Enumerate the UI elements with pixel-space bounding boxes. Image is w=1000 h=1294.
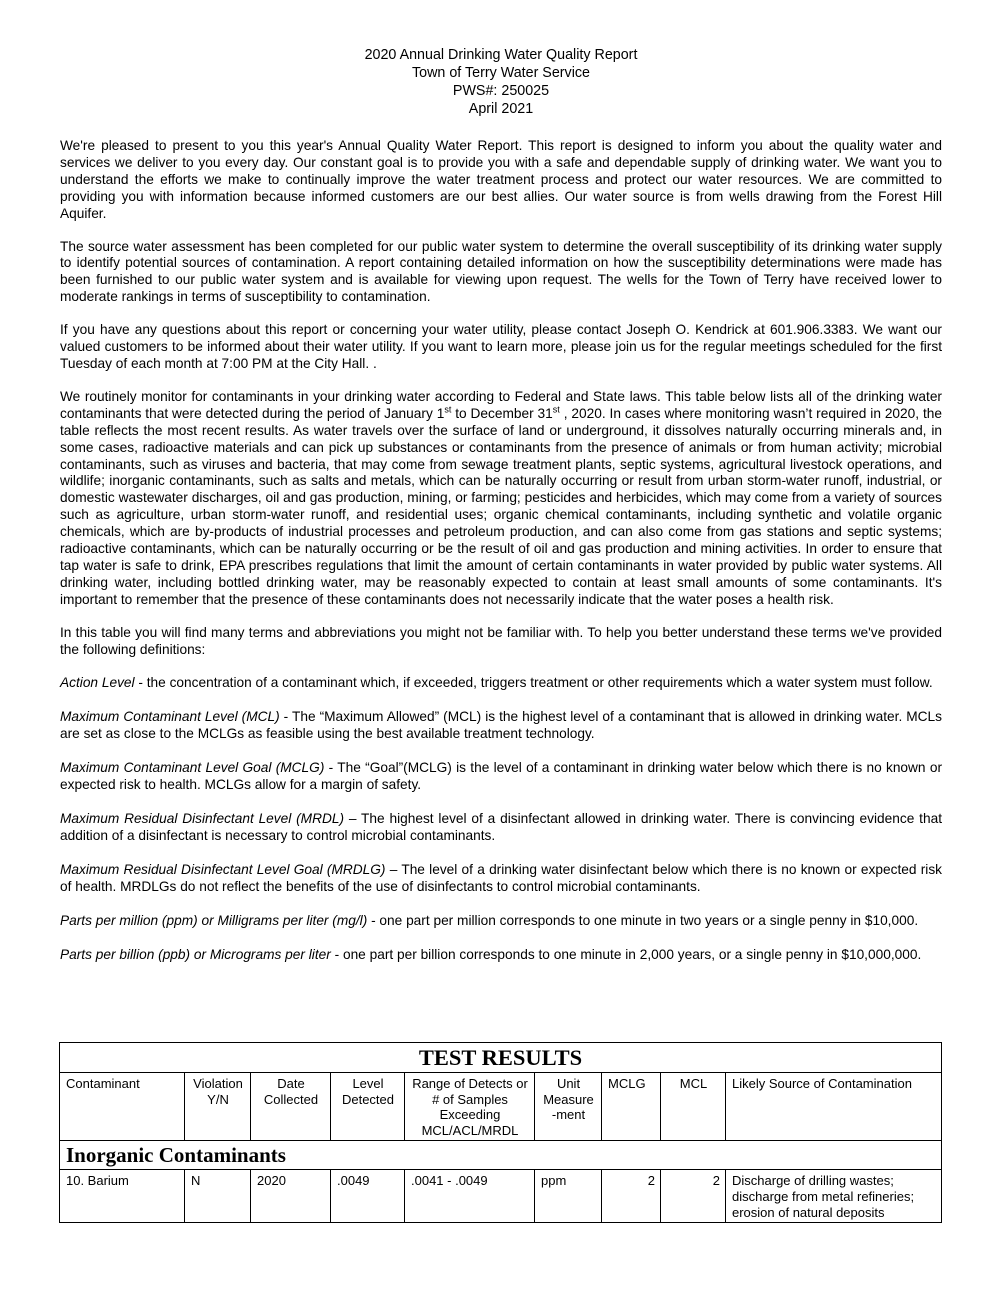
cell-date: 2020 — [251, 1170, 331, 1223]
pws-number: PWS#: 250025 — [452, 83, 550, 99]
monitoring-paragraph: We routinely monitor for contaminants in your drinking water according to Federal and State laws. This table below lists all of the drinking water contaminants that were detected during the period of January 1st to December 31st , 2020. In cases where monitoring wasn’t required in 2020, the table reflects the most recent results. As water travels over the surface of land or underground, it dissolves naturally occurring minerals and, in some cases, radioactive materials and can pick up substances or contaminants from the presence of animals or from human activity; microbial contaminants, such as viruses and bacteria, that may come from sewage treatment plants, septic systems, agricultural livestock operations, and wildlife; inorganic contaminants, such as salts and metals, which can be naturally occurring or result from urban storm-water runoff, industrial, or domestic wastewater discharges, oil and gas production, mining, or farming; pesticides and herbicides, which may come from a variety of sources such as agriculture, urban storm-water runoff, and residential uses; organic chemical contaminants, including synthetic and volatile organic chemicals, which are by-products of industrial processes and petroleum production, and can also come from gas stations and septic systems; radioactive contaminants, which can be naturally occurring or be the result of oil and gas production and mining activities. In order to ensure that tap water is safe to drink, EPA prescribes regulations that limit the amount of certain contaminants in water provided by public water systems. All drinking water, including bottled drinking water, may be reasonably expected to contain at least small amounts of some contaminants. It's important to remember that the presence of these contaminants does not necessarily indicate that the water poses a health risk. — [60, 388, 942, 607]
cell-range: .0041 - .0049 — [405, 1170, 535, 1223]
column-header: Contaminant — [60, 1073, 185, 1141]
column-header: MCL — [661, 1073, 726, 1141]
cell-mclg: 2 — [602, 1170, 661, 1223]
column-header: Violation Y/N — [185, 1073, 251, 1141]
utility-name: Town of Terry Water Service — [412, 65, 590, 81]
cell-violation: N — [185, 1170, 251, 1223]
cell-mcl: 2 — [661, 1170, 726, 1223]
definition-mrdlg: Maximum Residual Disinfectant Level Goal (MRDLG) – The level of a drinking water disinfectant below which there is no known or expected risk of health. MRDLGs do not reflect the benefits of the use of disinfectants to control microbial contaminants. — [60, 861, 943, 894]
column-header: MCLG — [602, 1073, 661, 1141]
column-header: Level Detected — [331, 1073, 405, 1141]
report-title: 2020 Annual Drinking Water Quality Report — [364, 47, 638, 63]
cell-level: .0049 — [331, 1170, 405, 1223]
terms-intro-paragraph: In this table you will find many terms and abbreviations you might not be familiar with. To help you better understand these terms we've provided the following definitions: — [60, 624, 942, 657]
intro-paragraph: We're pleased to present to you this year's Annual Quality Water Report. This report is designed to inform you about the quality water and services we deliver to you every day. Our constant goal is to provide you with a safe and dependable supply of drinking water. We want you to understand the efforts we make to continually improve the water treatment process and protect our water resources. We are committed to providing you with information because informed customers are our best allies. Our water source is from wells drawing from the Forest Hill Aquifer. — [60, 138, 942, 221]
table-header-row — [60, 1073, 942, 1141]
definition-mcl: Maximum Contaminant Level (MCL) - The “Maximum Allowed” (MCL) is the highest level of a contaminant that is allowed in drinking water. MCLs are set as close to the MCLGs as feasible using the best available treatment technology. — [60, 709, 942, 742]
definition-mclg: Maximum Contaminant Level Goal (MCLG) - The “Goal”(MCLG) is the level of a contaminant in drinking water below which there is no known or expected risk to health. MCLGs allow for a margin of safety. — [60, 760, 942, 793]
definition-ppb: Parts per billion (ppb) or Micrograms per liter - one part per billion corresponds to one minute in 2,000 years, or a single penny in $10,000,000. — [60, 946, 922, 962]
column-header: Likely Source of Contamination — [726, 1073, 942, 1141]
table-title: TEST RESULTS — [60, 1043, 942, 1073]
definition-ppm: Parts per million (ppm) or Milligrams per liter (mg/l) - one part per million corresponds to one minute in two years or a single penny in $10,000. — [60, 912, 919, 928]
contact-paragraph: If you have any questions about this report or concerning your water utility, please contact Joseph O. Kendrick at 601.906.3383. We want our valued customers to be informed about their water utility. If you want to learn more, please join us for the regular meetings scheduled for the first Tuesday of each month at 7:00 PM at the City Hall. . — [60, 322, 942, 371]
report-header — [60, 46, 942, 118]
report-page — [60, 0, 942, 963]
column-header: Date Collected — [251, 1073, 331, 1141]
definition-action-level: Action Level - the concentration of a contaminant which, if exceeded, triggers treatment or other requirements which a water system must follow. — [60, 675, 933, 691]
cell-unit: ppm — [535, 1170, 602, 1223]
column-header: Range of Detects or # of Samples Exceeding MCL/ACL/MRDL — [405, 1073, 535, 1141]
table-row — [60, 1170, 942, 1223]
cell-contaminant: 10. Barium — [60, 1170, 185, 1223]
definition-mrdl: Maximum Residual Disinfectant Level (MRDL) – The highest level of a disinfectant allowed in drinking water. There is convincing evidence that addition of a disinfectant is necessary to control microbial contaminants. — [60, 811, 943, 843]
source-assessment-paragraph: The source water assessment has been completed for our public water system to determine the overall susceptibility of its drinking water supply to identify potential sources of contamination. A report containing detailed information on how the susceptibility determinations were made has been furnished to our public water system and is available for viewing upon request. The wells for the Town of Terry have received lower to moderate rankings in terms of susceptibility to contamination. — [60, 238, 942, 305]
cell-source: Discharge of drilling wastes; discharge from metal refineries; erosion of natural deposits — [726, 1170, 942, 1223]
test-results-table — [59, 1042, 942, 1223]
section-heading: Inorganic Contaminants — [60, 1141, 942, 1170]
column-header: Unit Measure -ment — [535, 1073, 602, 1141]
report-date: April 2021 — [468, 101, 534, 117]
